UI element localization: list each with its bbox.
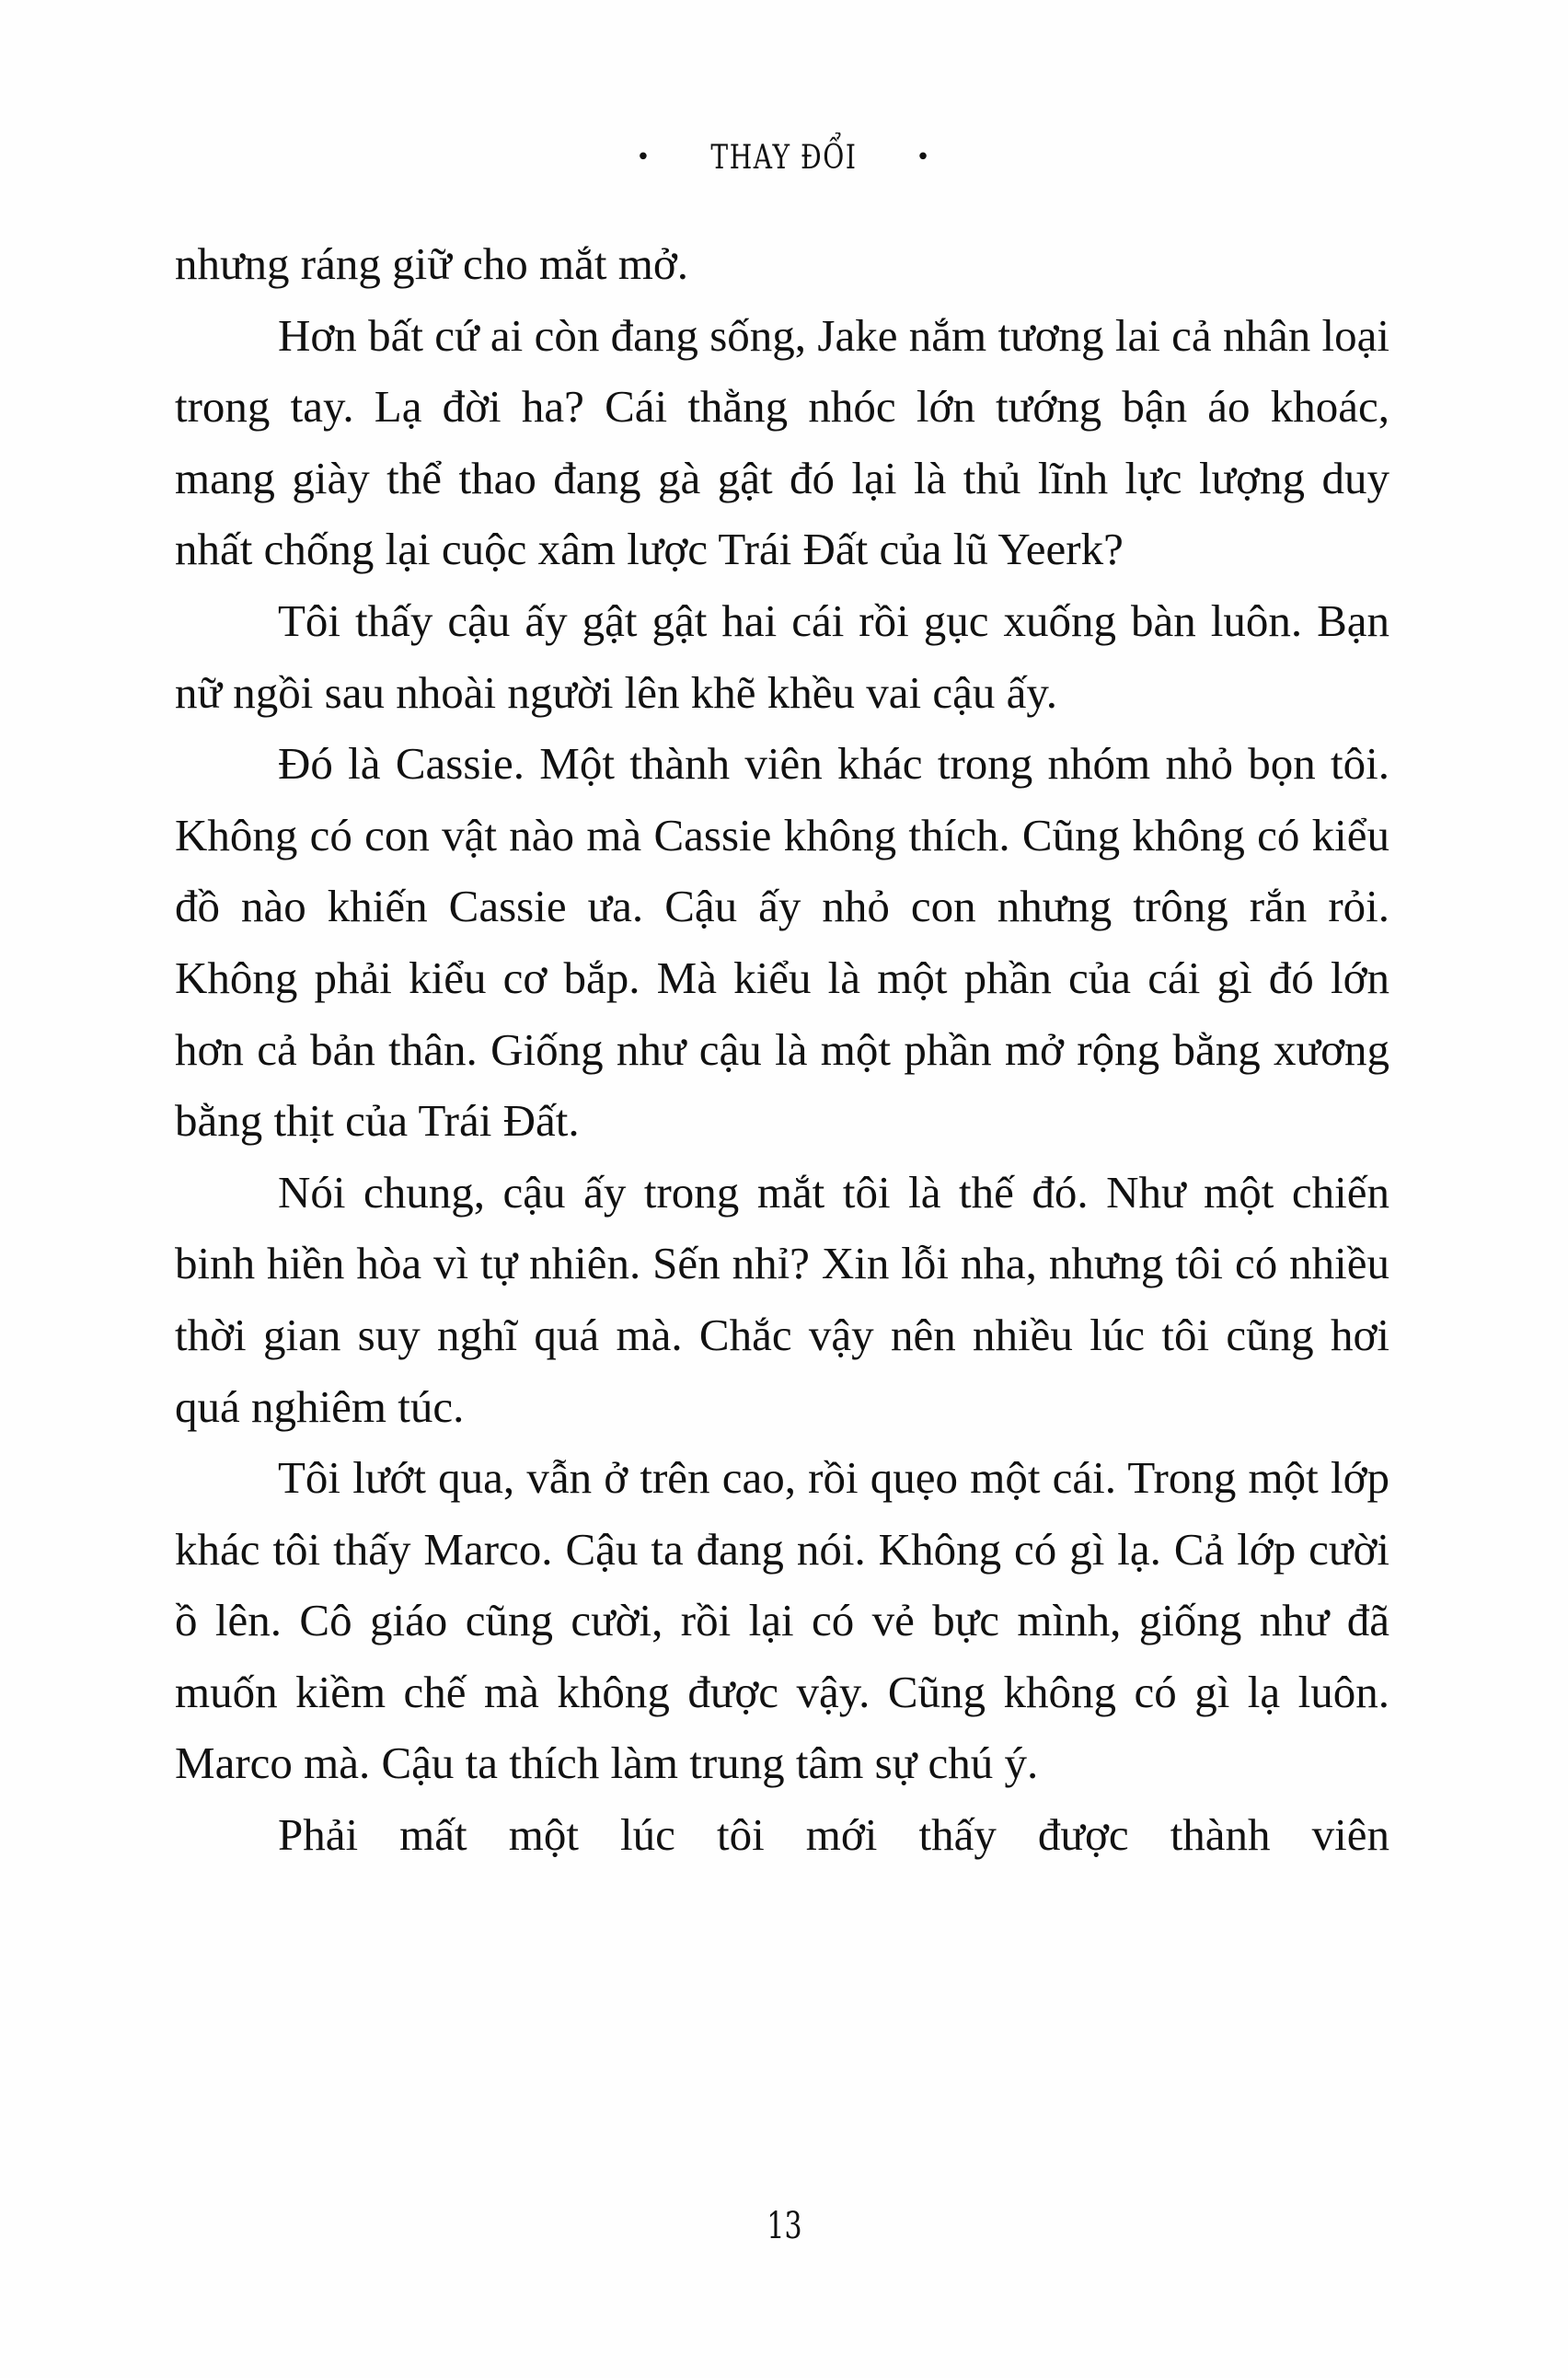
chapter-title: THAY ĐỔI bbox=[710, 138, 858, 177]
paragraph-continued: nhưng ráng giữ cho mắt mở. bbox=[175, 238, 689, 289]
paragraph: Đó là Cassie. Một thành viên khác trong nhóm nhỏ bọn tôi. Không có con vật nào mà Cassie không thích. Cũng không có kiểu đồ nào khiến Cassie ưa. Cậu ấy nhỏ con nhưng trông rắn rỏi. Không phải kiểu cơ bắp. Mà kiểu là một phần của cái gì đó lớn hơn cả bản thân. Giống như cậu là một phần mở rộng bằng xương bằng thịt của Trái Đất. bbox=[175, 738, 1389, 1147]
paragraph: Tôi lướt qua, vẫn ở trên cao, rồi quẹo một cái. Trong một lớp khác tôi thấy Marco. Cậu ta đang nói. Không có gì lạ. Cả lớp cười ồ lên. Cô giáo cũng cười, rồi lại có vẻ bực mình, giống như đã muốn kiềm chế mà không được vậy. Cũng không có gì lạ luôn. Marco mà. Cậu ta thích làm trung tâm sự chú ý. bbox=[175, 1452, 1389, 1789]
page-number bbox=[0, 2205, 1568, 2247]
paragraph-continues-next-page: Phải mất một lúc tôi mới thấy được thành viên bbox=[278, 1809, 1389, 1861]
paragraph: Tôi thấy cậu ấy gật gật hai cái rồi gục xuống bàn luôn. Bạn nữ ngồi sau nhoài người lên khẽ khều vai cậu ấy. bbox=[175, 594, 1389, 718]
body-text bbox=[175, 228, 1389, 1871]
running-header bbox=[0, 136, 1568, 177]
header-bullet-right: • bbox=[916, 144, 932, 171]
paragraph: Hơn bất cứ ai còn đang sống, Jake nắm tương lai cả nhân loại trong tay. Lạ đời ha? Cái thằng nhóc lớn tướng bận áo khoác, mang giày thể thao đang gà gật đó lại là thủ lĩnh lực lượng duy nhất chống lại cuộc xâm lược Trái Đất của lũ Yeerk? bbox=[175, 309, 1389, 575]
page-number-text: 13 bbox=[766, 2205, 802, 2247]
header-bullet-left: • bbox=[636, 144, 652, 171]
paragraph: Nói chung, cậu ấy trong mắt tôi là thế đó. Như một chiến binh hiền hòa vì tự nhiên. Sến nhỉ? Xin lỗi nha, nhưng tôi có nhiều thời gian suy nghĩ quá mà. Chắc vậy nên nhiều lúc tôi cũng hơi quá nghiêm túc. bbox=[175, 1166, 1389, 1432]
